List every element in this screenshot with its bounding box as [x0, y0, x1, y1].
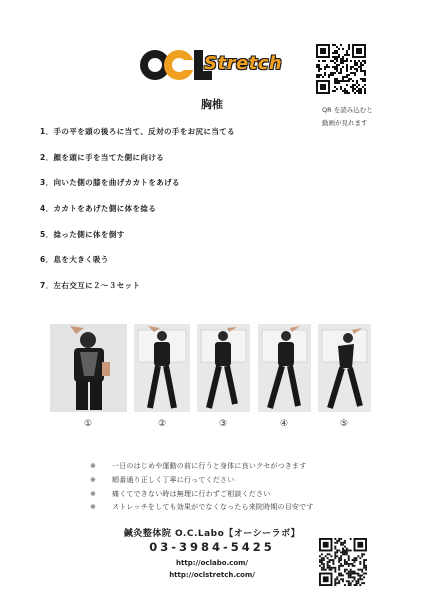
page-title: 胸椎: [201, 98, 223, 111]
clinic-name: 鍼灸整体院 O.C.Labo【オーシーラボ】: [123, 529, 301, 539]
step-1: 1．手の平を頭の後ろに当て、反対の手をお尻に当てる: [40, 127, 236, 136]
photo-label-5: ⑤: [339, 419, 349, 429]
note-2: ※ 順番通り正しく丁寧に行ってください: [90, 476, 235, 484]
step-4: 4．カカトをあげた側に体を捻る: [40, 204, 157, 213]
stretch-photo-3: [197, 324, 250, 412]
qr-code-video[interactable]: [316, 44, 366, 94]
note-4: ※ ストレッチをしても効果がでなくなったら来院時期の目安です: [90, 503, 314, 511]
qr-code-site[interactable]: [319, 538, 367, 586]
brand-logo: [140, 48, 290, 84]
stretch-photo-4: [258, 324, 311, 412]
step-7: 7．左右交互に２～３セット: [40, 281, 141, 290]
step-3: 3．向いた側の膝を曲げカカトをあげる: [40, 178, 180, 187]
photo-label-1: ①: [83, 419, 93, 429]
photo-label-3: ③: [218, 419, 228, 429]
phone-number[interactable]: 03-3984-5425: [149, 540, 275, 554]
step-2: 2．顔を頭に手を当てた側に向ける: [40, 153, 165, 162]
photo-label-4: ④: [279, 419, 289, 429]
website-link-oclstretch[interactable]: http://oclstretch.com/: [169, 571, 255, 579]
note-3: ※ 痛くてできない時は無理に行わずご相談ください: [90, 490, 271, 498]
photo-label-2: ②: [157, 419, 167, 429]
step-6: 6．息を大きく吸う: [40, 255, 109, 264]
stretch-photo-5: [318, 324, 371, 412]
stretch-photo-1: [50, 324, 127, 412]
logo-text: Stretch: [204, 53, 283, 74]
qr-caption: QR を読み込むと 動画が見れます: [322, 106, 373, 127]
step-5: 5．捻った側に体を倒す: [40, 230, 125, 239]
stretch-photo-2: [134, 324, 190, 412]
website-link-oclabo[interactable]: http://oclabo.com/: [176, 559, 248, 567]
note-1: ※ 一日のはじめや運動の前に行うと身体に良いクセがつきます: [90, 462, 307, 470]
